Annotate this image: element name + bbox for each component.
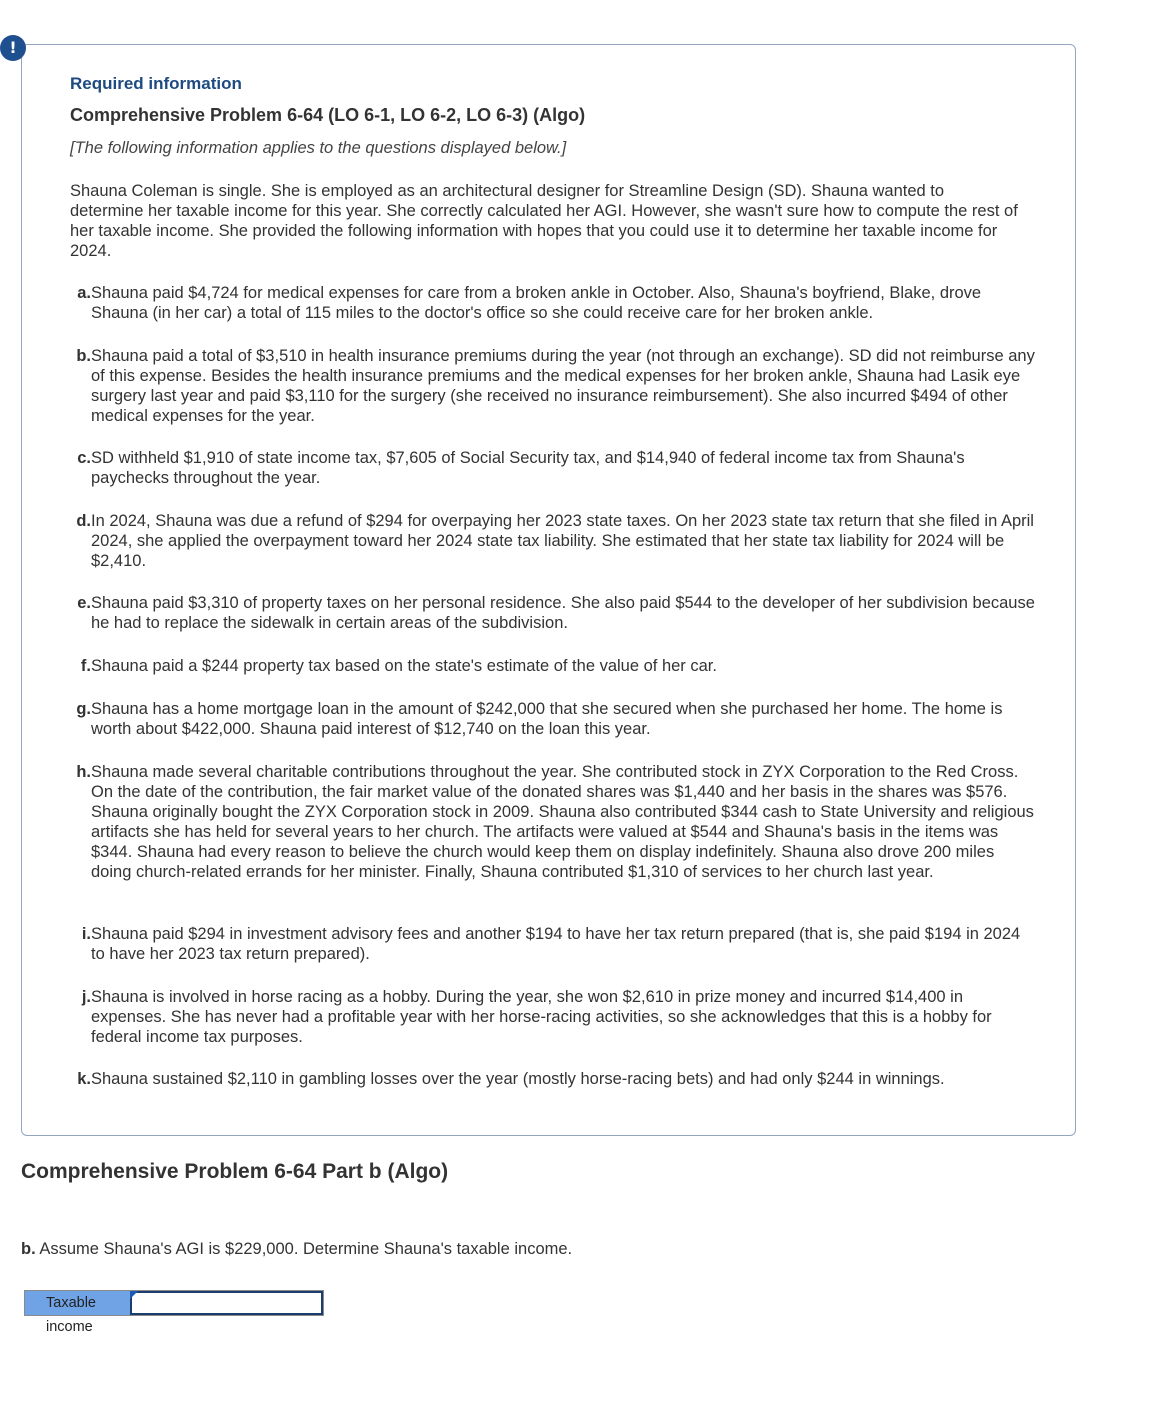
item-text: Shauna paid $4,724 for medical expenses for care from a broken ankle in October. Also, Shauna's boyfriend, Blake, drove Shauna (in her car) a total of 115 miles to the doctor's office so she could receive care for her broken ankle.	[91, 284, 982, 322]
list-item-j	[70, 987, 1035, 1047]
required-information-panel	[21, 44, 1076, 1136]
alert-exclamation-icon: !	[0, 35, 26, 61]
item-text: Shauna is involved in horse racing as a hobby. During the year, she won $2,610 in prize money and incurred $14,400 in expenses. She has never had a profitable year with her horse-racing activities, so she acknowledges that this is a hobby for federal income tax purposes.	[91, 988, 992, 1046]
item-text: Shauna made several charitable contributions throughout the year. She contributed stock in ZYX Corporation to the Red Cross. On the date of the contribution, the fair market value of the donated shares was $1,440 and her basis in the shares was $576. Shauna originally bought the ZYX Corporation stock in 2009. Shauna also contributed $344 cash to State University and religious artifacts she has held for several years to her church. The artifacts were valued at $544 and Shauna's basis in the items was $344. Shauna had every reason to believe the church would keep them on display indefinitely. Shauna also drove 200 miles doing church-related errands for her minister. Finally, Shauna contributed $1,310 of services to her church last year.	[91, 763, 1034, 881]
list-item-g	[70, 699, 1035, 739]
item-text: Shauna paid $3,310 of property taxes on her personal residence. She also paid $544 to the developer of her subdivision because he had to replace the sidewalk in certain areas of the subdivision.	[91, 594, 1035, 632]
item-letter: a.	[77, 284, 91, 302]
list-item-k	[70, 1069, 1035, 1089]
item-text: Shauna paid a $244 property tax based on the state's estimate of the value of her car.	[91, 657, 717, 675]
item-letter: j.	[81, 988, 91, 1006]
item-letter: b.	[76, 347, 91, 365]
item-letter: e.	[77, 594, 91, 612]
part-title: Comprehensive Problem 6-64 Part b (Algo)	[21, 1160, 449, 1183]
list-item-c	[70, 448, 1035, 488]
item-text: Shauna sustained $2,110 in gambling losses over the year (mostly horse-racing bets) and had only $244 in winnings.	[91, 1070, 945, 1088]
question-text	[21, 1240, 572, 1259]
applies-note: [The following information applies to the questions displayed below.]	[70, 139, 567, 157]
item-text: Shauna paid $294 in investment advisory fees and another $194 to have her tax return prepared (that is, she paid $194 in 2024 to have her 2023 tax return prepared).	[91, 925, 1021, 963]
required-information-heading: Required information	[70, 74, 242, 93]
question-letter: b.	[21, 1240, 36, 1258]
item-text: SD withheld $1,910 of state income tax, $7,605 of Social Security tax, and $14,940 of federal income tax from Shauna's paychecks throughout the year.	[91, 449, 965, 487]
answer-table	[24, 1290, 324, 1335]
item-letter: k.	[77, 1070, 91, 1088]
item-letter: f.	[80, 657, 91, 675]
item-letter: g.	[76, 700, 91, 718]
list-item-h	[70, 762, 1035, 882]
taxable-income-input[interactable]	[130, 1291, 323, 1315]
item-letter: i.	[81, 925, 91, 943]
item-text: Shauna has a home mortgage loan in the amount of $242,000 that she secured when she purchased her home. The home is worth about $422,000. Shauna paid interest of $12,740 on the loan this year.	[91, 700, 1003, 738]
item-text: Shauna paid a total of $3,510 in health insurance premiums during the year (not through an exchange). SD did not reimburse any of this expense. Besides the health insurance premiums and the medical expenses for her broken ankle, Shauna had Lasik eye surgery last year and paid $3,110 for the surgery (she received no insurance reimbursement). She also incurred $494 of other medical expenses for the year.	[91, 347, 1035, 425]
list-item-f	[70, 656, 1035, 676]
list-item-i	[70, 924, 1035, 964]
list-item-b	[70, 346, 1035, 426]
list-item-d	[70, 511, 1035, 571]
item-text: In 2024, Shauna was due a refund of $294 for overpaying her 2023 state taxes. On her 2023 state tax return that she filed in April 2024, she applied the overpayment toward her 2024 state tax liability. She estimated that her state tax liability for 2024 will be $2,410.	[91, 512, 1034, 570]
item-letter: d.	[76, 512, 91, 530]
intro-paragraph: Shauna Coleman is single. She is employed as an architectural designer for Streamline Design (SD). Shauna wanted to determine her taxable income for this year. She correctly calculated her AGI. However, she wasn't sure how to compute the rest of her taxable income. She provided the following information with hopes that you could use it to determine her taxable income for 2024.	[70, 182, 1018, 260]
item-letter: c.	[77, 449, 91, 467]
list-item-e	[70, 593, 1035, 633]
item-letter: h.	[76, 763, 91, 781]
taxable-income-label: Taxable income	[25, 1291, 130, 1315]
problem-title: Comprehensive Problem 6-64 (LO 6-1, LO 6-2, LO 6-3) (Algo)	[70, 105, 586, 125]
list-item-a	[70, 283, 1035, 323]
question-body: Assume Shauna's AGI is $229,000. Determine Shauna's taxable income.	[39, 1240, 573, 1258]
taxable-income-cell	[130, 1291, 323, 1315]
